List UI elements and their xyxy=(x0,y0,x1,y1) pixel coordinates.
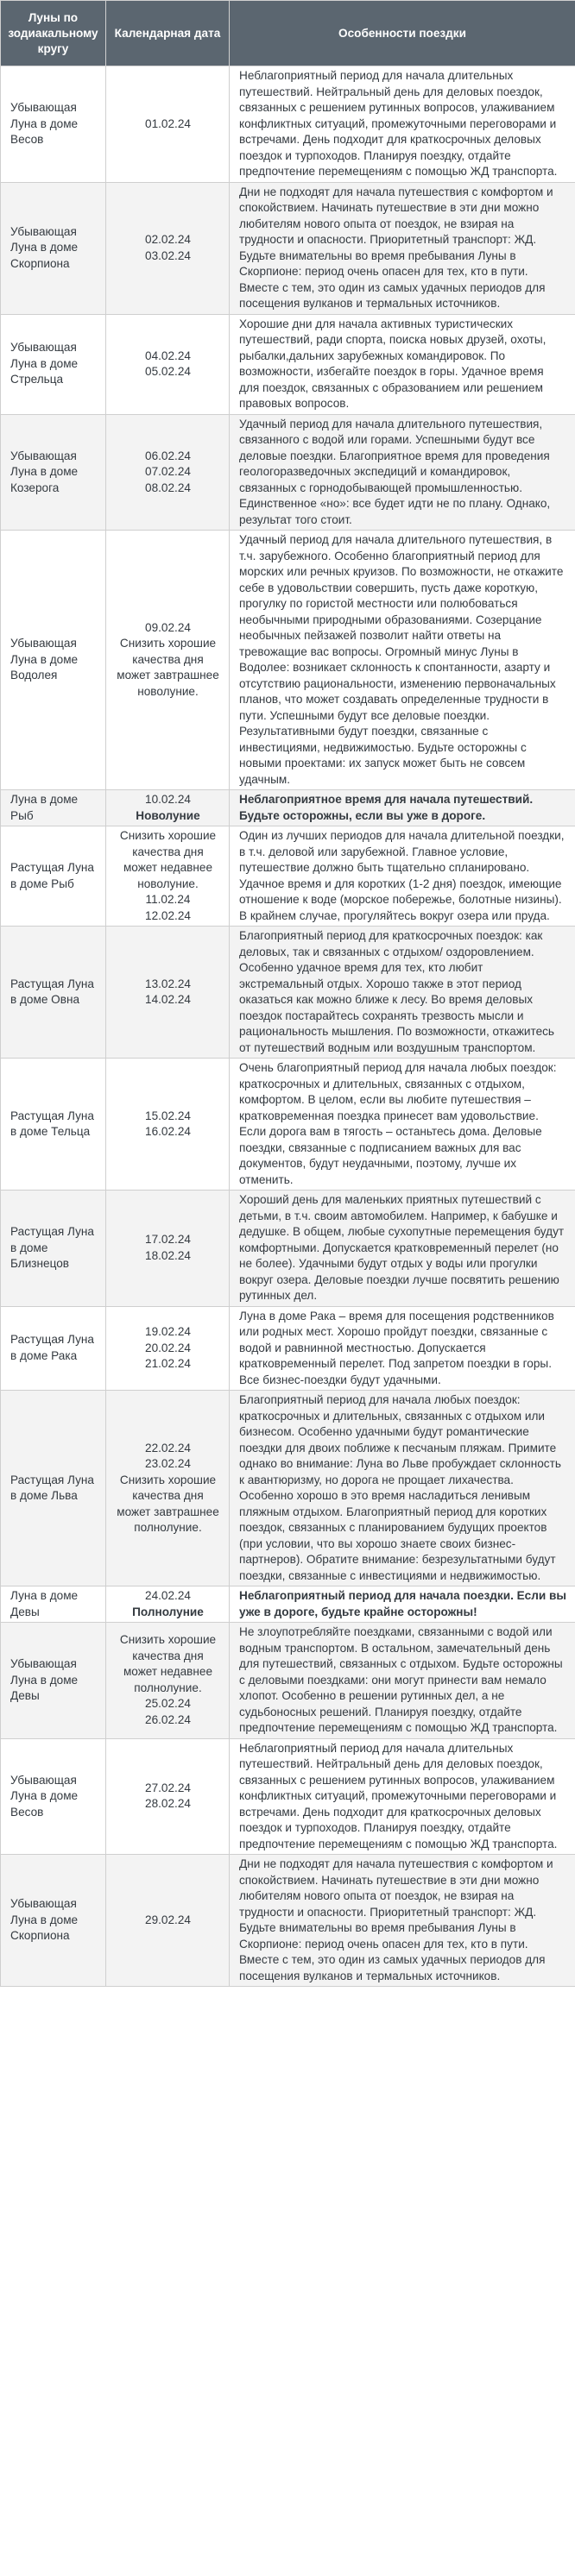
description-cell: Благоприятный период для краткосрочных поездок: как деловых, так и связанных с отдыхом/ оздоровлением. Особенно удачное время для тех, кто любит экстремальный отдых. Хорошо также в этот период оказаться как можно ближе к лесу. Во время деловых поездок постарайтесь сохранять трезвость мысли и рациональность мышления. По возможности, откажитесь от путешествий водным или воздушным транспортом. xyxy=(230,927,575,1059)
date-value: 07.02.24 xyxy=(145,465,191,478)
moon-phase-label: Полнолуние xyxy=(132,1605,204,1618)
date-cell xyxy=(106,1855,230,1987)
table-row xyxy=(1,1586,575,1623)
date-value: 24.02.24 xyxy=(145,1589,191,1602)
moon-cell: Растущая Луна в доме Рыб xyxy=(1,826,106,927)
description-cell: Благоприятный период для начала любых поездок: краткосрочных и длительных, связанных с отдыхом или бизнесом. Особенно удачными будут романтические поездки для двоих поближе к песчаным пляжам. Примите однако во внимание: Луна во Льве пробуждает склонность к авантюризму, но дорога не прощает лихачества. Особенно хорошо в это время насладиться ленивым пляжным отдыхом. Благоприятный период для коротких поездок, связанных с планированием будущих проектов (при условии, что вы хорошо знаете своих бизнес-партнеров). Обратите внимание: безрезультатными будут поездки, связанные с инвестициями и недвижимостью. xyxy=(230,1391,575,1586)
date-note: Снизить хорошие качества дня может недавнее новолуние. xyxy=(119,829,217,890)
header-moon-column: Луны по зодиакальному кругу xyxy=(1,1,106,66)
date-cell xyxy=(106,927,230,1059)
date-cell xyxy=(106,1623,230,1739)
moon-phase-label: Новолуние xyxy=(136,808,200,822)
table-row xyxy=(1,927,575,1059)
moon-cell: Убывающая Луна в доме Стрельца xyxy=(1,314,106,414)
description-cell: Неблагоприятный период для начала длительных путешествий. Нейтральный день для деловых поездок, связанных с решением рутинных вопросов, улаживанием конфликтных ситуаций, промежуточными переговорами и встречами. День подходит для краткосрочных деловых поездок и турпоходов. Планируя поездку, отдайте предпочтение перемещениям с помощью ЖД транспорта. xyxy=(230,1738,575,1855)
description-cell: Луна в доме Рака – время для посещения родственников или родных мест. Хорошо пройдут поездки, связанные с водой и равнинной местностью. Допускается кратковременный перелет. Под запретом поездки в горы. Все бизнес-поездки будут удачными. xyxy=(230,1306,575,1391)
date-cell xyxy=(106,790,230,826)
moon-cell: Растущая Луна в доме Рака xyxy=(1,1306,106,1391)
date-cell xyxy=(106,66,230,183)
date-value: 18.02.24 xyxy=(145,1248,191,1262)
moon-cell: Растущая Луна в доме Овна xyxy=(1,927,106,1059)
table-row xyxy=(1,1306,575,1391)
moon-cell: Убывающая Луна в доме Весов xyxy=(1,1738,106,1855)
description-cell: Удачный период для начала длительного путешествия, в т.ч. зарубежного. Особенно благоприятный период для морских или речных круизов. По возможности, не откажите себе в удовольствии совершить, пусть даже короткую, прогулку по гористой местности или полюбоваться необычными природными образованиями. Созерцание необычных пейзажей позволит найти ответы на тревожащие вас вопросы. Огромный минус Луны в Водолее: возникает склонность к спонтанности, азарту и отсутствию рациональности, изменению первоначальных планов, что может создавать определенные трудности в пути. Успешными будут все деловые поездки. Результативными будут поездки, связанные с инвестициями, недвижимостью. Будьте осторожны с новыми проектами: их запуск может быть не совсем удачным. xyxy=(230,531,575,790)
table-row xyxy=(1,182,575,314)
description-cell: Один из лучших периодов для начала длительной поездки, в т.ч. деловой или зарубежной. Главное условие, путешествие должно быть тщательно спланировано. Удачное время и для коротких (1-2 дня) поездок, имеющие отношение к воде (морское побережье, болотные низины). В крайнем случае, прогуляйтесь вокруг озера или пруда. xyxy=(230,826,575,927)
date-value: 01.02.24 xyxy=(145,116,191,130)
date-note: Снизить хорошие качества дня может недавнее полнолуние. xyxy=(119,1633,217,1694)
date-cell xyxy=(106,1191,230,1307)
description-cell: Неблагоприятный период для начала поездки. Если вы уже в дороге, будьте крайне осторожны! xyxy=(230,1586,575,1623)
table-row xyxy=(1,1391,575,1586)
table-row xyxy=(1,1738,575,1855)
date-value: 20.02.24 xyxy=(145,1341,191,1354)
description-cell: Удачный период для начала длительного путешествия, связанного с водой или горами. Успешными будут все деловые поездки. Благоприятное время для проведения геологоразведочных экспедиций и командировок, связанных с горнодобывающей промышленностью. Единственное «но»: все будет идти не по плану. Однако, результат того стоит. xyxy=(230,414,575,531)
date-cell xyxy=(106,1738,230,1855)
date-value: 11.02.24 xyxy=(145,893,191,906)
moon-cell: Убывающая Луна в доме Девы xyxy=(1,1623,106,1739)
date-value: 29.02.24 xyxy=(145,1913,191,1926)
date-value: 12.02.24 xyxy=(145,908,191,922)
moon-cell: Растущая Луна в доме Льва xyxy=(1,1391,106,1586)
date-cell xyxy=(106,182,230,314)
date-value: 25.02.24 xyxy=(145,1697,191,1711)
date-cell xyxy=(106,1586,230,1623)
table-row xyxy=(1,531,575,790)
date-value: 17.02.24 xyxy=(145,1233,191,1247)
date-cell xyxy=(106,531,230,790)
date-value: 21.02.24 xyxy=(145,1357,191,1370)
table-row xyxy=(1,1623,575,1739)
date-value: 08.02.24 xyxy=(145,481,191,494)
date-value: 16.02.24 xyxy=(145,1125,191,1138)
date-value: 10.02.24 xyxy=(145,793,191,806)
moon-cell: Убывающая Луна в доме Скорпиона xyxy=(1,1855,106,1987)
table-row xyxy=(1,314,575,414)
date-cell xyxy=(106,1391,230,1586)
date-value: 06.02.24 xyxy=(145,449,191,462)
table-row xyxy=(1,1191,575,1307)
moon-cell: Луна в доме Рыб xyxy=(1,790,106,826)
date-value: 27.02.24 xyxy=(145,1781,191,1794)
date-value: 15.02.24 xyxy=(145,1109,191,1122)
date-cell xyxy=(106,314,230,414)
moon-cell: Убывающая Луна в доме Водолея xyxy=(1,531,106,790)
header-row xyxy=(1,1,575,66)
date-value: 05.02.24 xyxy=(145,365,191,378)
date-cell xyxy=(106,1306,230,1391)
description-cell: Хорошие дни для начала активных туристических путешествий, ради спорта, поиска новых друзей, охоты, рыбалки,дальних зарубежных командировок. По возможности, избегайте поездок в горы. Удачное время для поездок, связанных с образованием или решением правовых вопросов. xyxy=(230,314,575,414)
table-header xyxy=(1,1,575,66)
date-value: 26.02.24 xyxy=(145,1712,191,1726)
date-value: 28.02.24 xyxy=(145,1797,191,1811)
date-value: 09.02.24 xyxy=(145,620,191,634)
description-cell: Не злоупотребляйте поездками, связанными с водой или водным транспортом. В остальном, замечательный день для путешествий, связанных с отдыхом. Будьте осторожны с деловыми поездками: они могут принести вам немало хлопот. Особенно в решении рутинных дел, а не судьбоносных решений. Планируя поездку, отдайте предпочтение перемещениям с помощью ЖД транспорта. xyxy=(230,1623,575,1739)
date-cell xyxy=(106,826,230,927)
table-row xyxy=(1,1059,575,1191)
date-cell xyxy=(106,414,230,531)
date-value: 14.02.24 xyxy=(145,993,191,1006)
table-row xyxy=(1,66,575,183)
description-cell: Неблагоприятный период для начала длительных путешествий. Нейтральный день для деловых поездок, связанных с решением рутинных вопросов, улаживанием конфликтных ситуаций, промежуточными переговорами и встречами. День подходит для краткосрочных деловых поездок и турпоходов. Планируя поездку, отдайте предпочтение перемещениям с помощью ЖД транспорта. xyxy=(230,66,575,183)
date-value: 13.02.24 xyxy=(145,977,191,990)
date-cell xyxy=(106,1059,230,1191)
description-cell: Неблагоприятное время для начала путешествий. Будьте осторожны, если вы уже в дороге. xyxy=(230,790,575,826)
moon-cell: Убывающая Луна в доме Козерога xyxy=(1,414,106,531)
date-value: 23.02.24 xyxy=(145,1457,191,1470)
description-cell: Дни не подходят для начала путешествия с комфортом и спокойствием. Начинать путешествие в эти дни можно любителям нового опыта от поездок, не взирая на трудности и опасности. Приоритетный транспорт: ЖД. Будьте внимательны во время пребывания Луны в Скорпионе: период очень опасен для тех, кто в пути. Вместе с тем, это один из самых удачных периодов для посещения вулканов и термальных источников. xyxy=(230,1855,575,1987)
moon-cell: Растущая Луна в доме Тельца xyxy=(1,1059,106,1191)
moon-cell: Растущая Луна в доме Близнецов xyxy=(1,1191,106,1307)
header-date-column: Календарная дата xyxy=(106,1,230,66)
table-row xyxy=(1,414,575,531)
date-note: Снизить хорошие качества дня может завтрашнее полнолуние. xyxy=(117,1473,219,1534)
date-value: 04.02.24 xyxy=(145,349,191,362)
description-cell: Дни не подходят для начала путешествия с комфортом и спокойствием. Начинать путешествие в эти дни можно любителям нового опыта от поездок, не взирая на трудности и опасности. Приоритетный транспорт: ЖД. Будьте внимательны во время пребывания Луны в Скорпионе: период очень опасен для тех, кто в пути. Вместе с тем, это один из самых удачных периодов для посещения вулканов и термальных источников. xyxy=(230,182,575,314)
table-row xyxy=(1,790,575,826)
description-cell: Хороший день для маленьких приятных путешествий с детьми, в т.ч. своим автомобилем. Например, к бабушке и дедушке. В общем, любые сухопутные перемещения будут комфортными. Допускается кратковременный перелет (но не более). Удачными будут отдых у воды или прогулки вокруг озера. Деловые поездки лучше посвятить решению рутинных дел. xyxy=(230,1191,575,1307)
description-cell: Очень благоприятный период для начала любых поездок: краткосрочных и длительных, связанных с отдыхом, комфортом. В целом, если вы любите путешествия – кратковременная поездка принесет вам удовольствие. Если дорога вам в тягость – останьтесь дома. Деловые поездки, связанные с подписанием важных для вас документов, будут неудачными, поэтому, лучше их отменить. xyxy=(230,1059,575,1191)
date-note: Снизить хорошие качества дня может завтрашнее новолуние. xyxy=(117,637,219,698)
table-row xyxy=(1,1855,575,1987)
date-value: 19.02.24 xyxy=(145,1325,191,1338)
date-value: 02.02.24 xyxy=(145,233,191,246)
table-body xyxy=(1,66,575,1987)
date-value: 22.02.24 xyxy=(145,1441,191,1454)
table-row xyxy=(1,826,575,927)
moon-cell: Убывающая Луна в доме Весов xyxy=(1,66,106,183)
moon-cell: Луна в доме Девы xyxy=(1,1586,106,1623)
header-description-column: Особенности поездки xyxy=(230,1,575,66)
moon-cell: Убывающая Луна в доме Скорпиона xyxy=(1,182,106,314)
date-value: 03.02.24 xyxy=(145,248,191,262)
